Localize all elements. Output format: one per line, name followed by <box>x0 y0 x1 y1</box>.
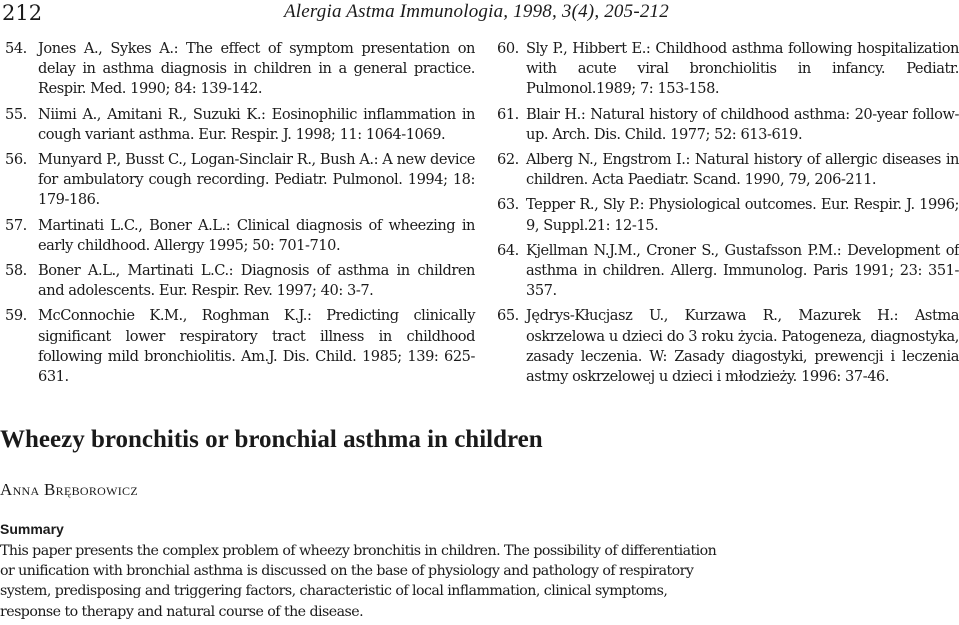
reference-number: 64. <box>497 241 519 259</box>
summary-heading: Summary <box>0 521 64 537</box>
reference-number: 62. <box>497 151 519 169</box>
reference-text: Jones A., Sykes A.: The effect of symptom presentation on delay in asthma diagnosis in children in a general practice. Respir. Med. 1990; 84: 139-142. <box>38 40 475 98</box>
reference-item <box>0 306 475 387</box>
page-header <box>0 0 959 26</box>
reference-number: 58. <box>5 262 27 280</box>
reference-number: 59. <box>5 307 27 325</box>
reference-number: 56. <box>5 151 27 169</box>
reference-item <box>495 241 959 302</box>
reference-text: Munyard P., Busst C., Logan-Sinclair R., Bush A.: A new device for ambulatory cough recording. Pediatr. Pulmonol. 1994; 18: 179-186. <box>38 151 475 209</box>
reference-number: 54. <box>5 40 27 57</box>
article-author: Anna Bręborowicz <box>0 480 138 499</box>
reference-item <box>495 195 959 235</box>
reference-item <box>495 39 959 100</box>
reference-item <box>495 306 959 387</box>
reference-item <box>0 216 475 256</box>
references-left-column <box>0 39 475 392</box>
references-right-column <box>495 39 959 392</box>
reference-text: Boner A.L., Martinati L.C.: Diagnosis of asthma in children and adolescents. Eur. Respir. Rev. 1997; 40: 3-7. <box>38 262 475 300</box>
reference-text: Martinati L.C., Boner A.L.: Clinical diagnosis of wheezing in early childhood. Allergy 1995; 50: 701-710. <box>38 216 475 254</box>
reference-number: 57. <box>5 216 27 234</box>
reference-number: 60. <box>497 40 519 57</box>
reference-item <box>495 150 959 190</box>
reference-text: Blair H.: Natural history of childhood asthma: 20-year follow-up. Arch. Dis. Child. 1977; 52: 613-619. <box>526 105 959 143</box>
journal-citation: Alergia Astma Immunologia, 1998, 3(4), 205-212 <box>284 1 669 22</box>
reference-item <box>0 261 475 301</box>
reference-text: McConnochie K.M., Roghman K.J.: Predicting clinically significant lower respiratory tract illness in childhood following mild bronchiolitis. Am.J. Dis. Child. 1985; 139: 625-631. <box>38 307 475 386</box>
reference-text: Jędrys-Kłucjasz U., Kurzawa R., Mazurek H.: Astma oskrzelowa u dzieci do 3 roku życia. Patogeneza, diagnostyka, zasady leczenia. W: Zasady diagostyki, prewencji i leczenia astmy oskrzelowej u dzieci i młodzieży. 1996: 37-46. <box>526 307 959 386</box>
reference-number: 55. <box>5 105 27 123</box>
reference-number: 63. <box>497 196 519 214</box>
article-title: Wheezy bronchitis or bronchial asthma in children <box>0 426 543 453</box>
reference-text: Niimi A., Amitani R., Suzuki K.: Eosinophilic inflammation in cough variant asthma. Eur. Respir. J. 1998; 11: 1064-1069. <box>38 105 475 143</box>
reference-item <box>495 105 959 145</box>
reference-item <box>0 39 475 100</box>
reference-number: 65. <box>497 307 519 325</box>
page-number: 212 <box>2 1 43 25</box>
summary-text: This paper presents the complex problem of wheezy bronchitis in children. The possibility of differentiation or unification with bronchial asthma is discussed on the base of physiology and pathology of respiratory system, predisposing and triggering factors, characteristic of local inflammation, clinical symptoms, response to therapy and natural course of the disease. <box>0 543 717 620</box>
reference-text: Kjellman N.J.M., Croner S., Gustafsson P.M.: Development of asthma in children. Allerg. Immunolog. Paris 1991; 23: 351-357. <box>526 241 959 300</box>
reference-item <box>0 105 475 145</box>
reference-text: Tepper R., Sly P.: Physiological outcomes. Eur. Respir. J. 1996; 9, Suppl.21: 12-15. <box>526 196 959 234</box>
reference-text: Alberg N., Engstrom I.: Natural history of allergic diseases in children. Acta Paediatr. Scand. 1990, 79, 206-211. <box>526 151 959 189</box>
reference-number: 61. <box>497 105 519 123</box>
reference-text: Sly P., Hibbert E.: Childhood asthma following hospitalization with acute viral bronchiolitis in infancy. Pediatr. Pulmonol.1989; 7: 153-158. <box>526 40 959 98</box>
reference-item <box>0 150 475 211</box>
